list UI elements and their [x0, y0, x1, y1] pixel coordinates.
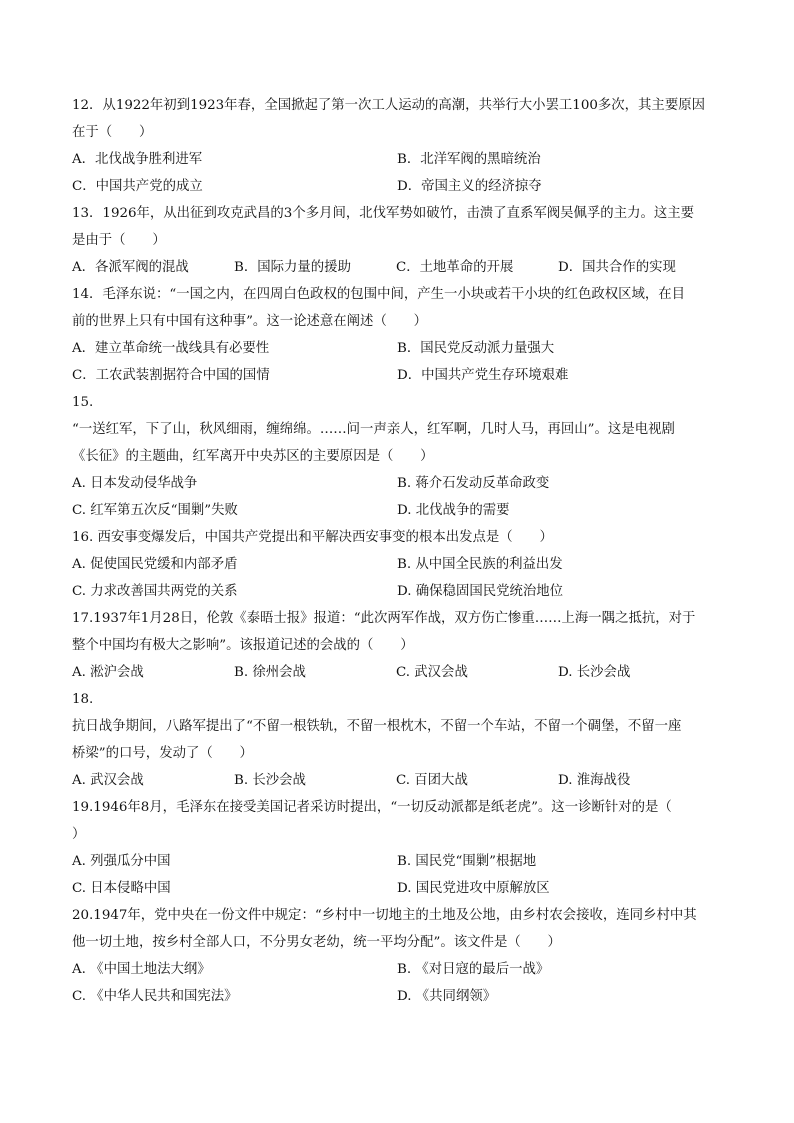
question-number: 15. [72, 395, 94, 410]
option-b: B. 从中国全民族的利益出发 [397, 557, 563, 572]
question-20 [72, 902, 722, 1010]
question-stem: 12．从1922年初到1923年春，全国掀起了第一次工人运动的高潮，共举行大小罢工100多次，其主要原因 [72, 98, 705, 113]
option-b: B. 蒋介石发动反革命政变 [397, 476, 550, 491]
question-19 [72, 794, 722, 902]
options-row [72, 146, 722, 173]
option-d: D. 淮海战役 [558, 773, 631, 788]
options-row [72, 470, 722, 497]
question-number: 18. [72, 692, 94, 707]
question-stem: 前的世界上只有中国有这种事”。这一论述意在阐述（ ） [72, 314, 427, 329]
options-row [72, 578, 722, 605]
question-17 [72, 605, 722, 686]
option-c: C. 武汉会战 [396, 665, 468, 680]
options-row [72, 983, 722, 1010]
option-d: D．中国共产党生存环境艰难 [397, 368, 569, 383]
option-c: C. 百团大战 [396, 773, 468, 788]
options-row [72, 956, 722, 983]
option-a: A．建立革命统一战线具有必要性 [72, 341, 270, 356]
question-stem: 13．1926年，从出征到攻克武昌的3个多月间，北伐军势如破竹，击溃了直系军阀吴佩孚的主力。这主要 [72, 206, 695, 221]
question-stem: ） [72, 827, 86, 842]
option-b: B．国际力量的援助 [234, 260, 351, 275]
question-stem: “一送红军，下了山，秋风细雨，缠绵绵。……问一声亲人，红军啊，几时人马，再回山”。这是电视剧 [72, 422, 675, 437]
question-13 [72, 200, 722, 281]
question-stem: 他一切土地，按乡村全部人口，不分男女老幼，统一平均分配”。该文件是（ ） [72, 935, 561, 950]
option-a: A. 促使国民党缓和内部矛盾 [72, 557, 238, 572]
option-a: A. 淞沪会战 [72, 665, 144, 680]
option-b: B. 《对日寇的最后一战》 [397, 962, 550, 977]
option-c: C．工农武装割据符合中国的国情 [72, 368, 270, 383]
options-row [72, 767, 722, 794]
option-c: C．中国共产党的成立 [72, 179, 203, 194]
question-stem: 是由于（ ） [72, 233, 166, 248]
question-stem: 19.1946年8月，毛泽东在接受美国记者采访时提出，“一切反动派都是纸老虎”。这一诊断针对的是（ [72, 800, 672, 815]
option-d: D. 确保稳固国民党统治地位 [397, 584, 564, 599]
question-stem: 20.1947年，党中央在一份文件中规定：“乡村中一切地主的土地及公地，由乡村农会接收，连同乡村中其 [72, 908, 697, 923]
option-d: D．国共合作的实现 [558, 260, 676, 275]
question-stem: 《长征》的主题曲，红军离开中央苏区的主要原因是（ ） [72, 449, 434, 464]
question-15 [72, 389, 722, 524]
question-14 [72, 281, 722, 389]
option-a: A．各派军阀的混战 [72, 260, 189, 275]
options-row [72, 875, 722, 902]
option-a: A. 列强瓜分中国 [72, 854, 171, 869]
question-18 [72, 686, 722, 794]
option-d: D. 长沙会战 [558, 665, 631, 680]
option-d: D. 国民党进攻中原解放区 [397, 881, 550, 896]
option-c: C. 《中华人民共和国宪法》 [72, 989, 238, 1004]
option-b: B. 长沙会战 [234, 773, 306, 788]
options-row [72, 173, 722, 200]
question-list [72, 92, 722, 1010]
options-row [72, 848, 722, 875]
question-stem: 整个中国均有极大之影响”。该报道记述的会战的（ ） [72, 638, 414, 653]
option-c: C. 力求改善国共两党的关系 [72, 584, 238, 599]
option-c: C. 红军第五次反“围剿”失败 [72, 503, 238, 518]
options-row [72, 497, 722, 524]
question-stem: 抗日战争期间，八路军提出了“不留一根铁轨，不留一根枕木，不留一个车站，不留一个碉堡，不留一座 [72, 719, 682, 734]
question-12 [72, 92, 722, 200]
option-b: B. 国民党“围剿”根据地 [397, 854, 537, 869]
options-row [72, 551, 722, 578]
question-16 [72, 524, 722, 605]
question-stem: 17.1937年1月28日，伦敦《泰晤士报》报道：“此次两军作战，双方伤亡惨重……上海一隅之抵抗，对于 [72, 611, 696, 626]
option-a: A. 日本发动侵华战争 [72, 476, 198, 491]
options-row [72, 362, 722, 389]
option-a: A. 武汉会战 [72, 773, 144, 788]
option-d: D．帝国主义的经济掠夺 [397, 179, 542, 194]
options-row [72, 254, 722, 281]
option-b: B．北洋军阀的黑暗统治 [397, 152, 541, 167]
options-row [72, 335, 722, 362]
options-row [72, 659, 722, 686]
option-b: B. 徐州会战 [234, 665, 306, 680]
option-a: A．北伐战争胜利进军 [72, 152, 203, 167]
question-stem: 14．毛泽东说：“一国之内，在四周白色政权的包围中间，产生一小块或若干小块的红色政权区域，在目 [72, 287, 686, 302]
question-stem: 在于（ ） [72, 125, 153, 140]
option-a: A. 《中国土地法大纲》 [72, 962, 211, 977]
question-stem: 桥梁”的口号，发动了（ ） [72, 746, 253, 761]
option-c: C．土地革命的开展 [396, 260, 514, 275]
option-c: C. 日本侵略中国 [72, 881, 171, 896]
question-stem: 16. 西安事变爆发后，中国共产党提出和平解决西安事变的根本出发点是（ ） [72, 530, 553, 545]
option-d: D. 北伐战争的需要 [397, 503, 510, 518]
option-b: B．国民党反动派力量强大 [397, 341, 555, 356]
option-d: D. 《共同纲领》 [397, 989, 497, 1004]
